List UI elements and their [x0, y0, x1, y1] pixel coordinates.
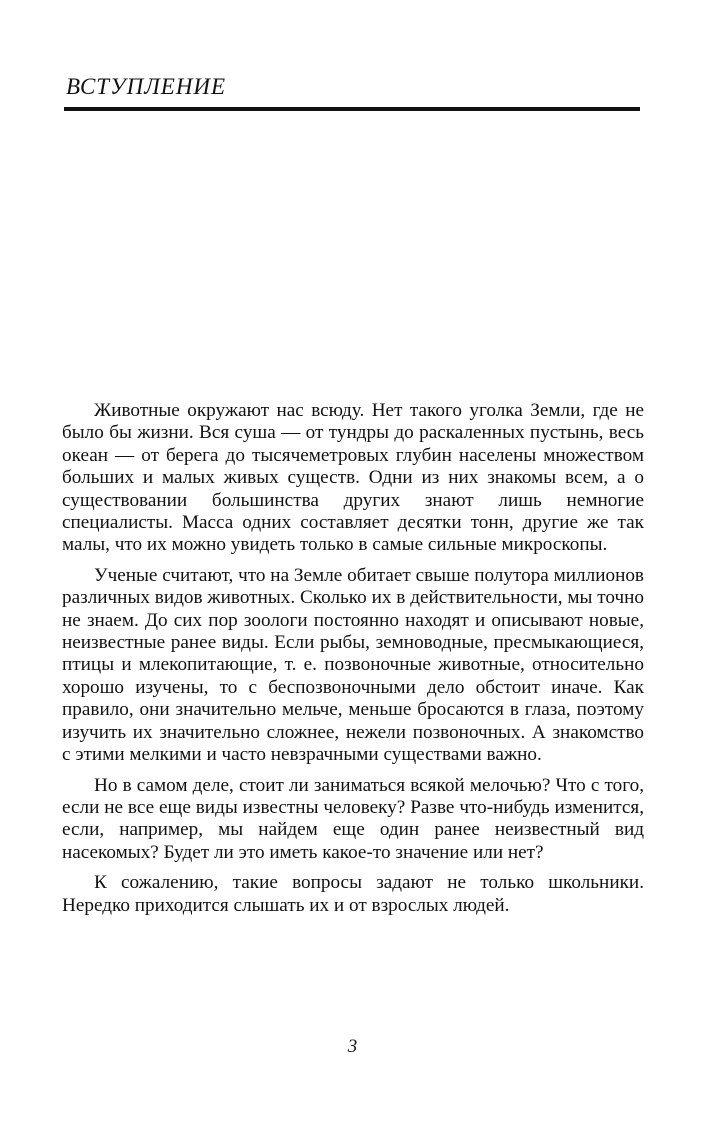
- heading-underline: [64, 107, 640, 111]
- paragraph: Ученые считают, что на Земле обитает свыше полутора миллионов различных видов животных. Сколько их в действительности, мы точно не знаем. До сих пор зоологи постоянно находят и описывают новые, неизвестные ранее виды. Если рыбы, земноводные, пресмыкающиеся, птицы и млекопитающие, т. е. позвоночные животные, относительно хорошо изучены, то с беспозвоночными дело обстоит иначе. Как правило, они значительно мельче, меньше бросаются в глаза, поэтому изучить их значительно сложнее, нежели позвоночных. А знакомство с этими мелкими и часто невзрачными существами важно.: [62, 564, 644, 766]
- body-text: [62, 400, 644, 925]
- paragraph: Но в самом деле, стоит ли заниматься всякой мелочью? Что с того, если не все еще виды известны человеку? Разве что-нибудь изменится, если, например, мы найдем еще один ранее неизвестный вид насекомых? Будет ли это иметь какое-то значение или нет?: [62, 774, 644, 863]
- chapter-heading: ВСТУПЛЕНИЕ: [66, 74, 227, 99]
- paragraph: Животные окружают нас всюду. Нет такого уголка Земли, где не было бы жизни. Вся суша — от тундры до раскаленных пустынь, весь океан — от берега до тысячеметровых глубин населены множеством больших и малых живых существ. Одни из них знакомы всем, а о существовании большинства других знают лишь немногие специалисты. Масса одних составляет десятки тонн, другие же так малы, что их можно увидеть только в самые сильные микроскопы.: [62, 400, 644, 556]
- paragraph: К сожалению, такие вопросы задают не только школьники. Нередко приходится слышать их и от взрослых людей.: [62, 872, 644, 916]
- page-number: 3: [347, 1036, 358, 1057]
